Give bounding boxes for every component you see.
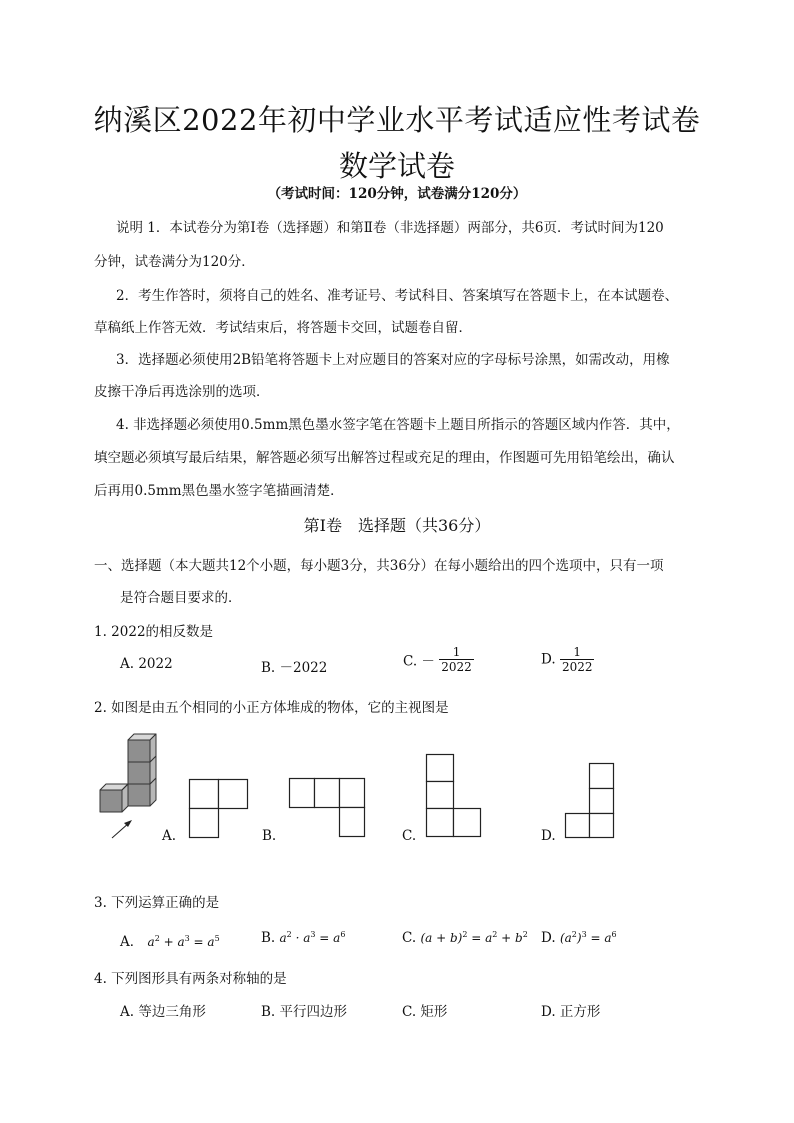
q2-option-d-label: D. — [541, 828, 556, 844]
q3-option-d-label: D. — [541, 930, 556, 946]
exam-title: 纳溪区2022年初中学业水平考试适应性考试卷 — [93, 103, 701, 137]
q1-option-c-denominator: 2022 — [441, 660, 472, 674]
q2-option-c-figure — [426, 754, 482, 838]
instruction-4-line-2: 填空题必须填写最后结果，解答题必须写出解答过程或充足的理由，作图题可先用铅笔绘出，确认 — [94, 450, 675, 466]
q1-option-d-label: D. — [541, 651, 556, 668]
q1-option-d-numerator: 1 — [560, 645, 595, 660]
q3-option-a-label: A． — [120, 934, 144, 950]
q3-option-c-label: C. — [402, 930, 417, 946]
q2-stem: 2. 如图是由五个相同的小正方体堆成的物体，它的主视图是 — [94, 700, 449, 716]
section-desc-line-2: 是符合题目要求的． — [120, 590, 242, 606]
q3-option-b-formula: $a^2 \cdot a^3 = a^6$ — [279, 930, 346, 945]
q2-option-c-label: C. — [402, 828, 417, 844]
q3-option-a — [120, 930, 220, 950]
q3-option-d — [541, 930, 617, 946]
q2-option-d-figure — [565, 763, 615, 839]
instruction-1-line-1: 说明 1．本试卷分为第Ⅰ卷（选择题）和第Ⅱ卷（非选择题）两部分，共6页．考试时间为120 — [116, 220, 664, 236]
q3-stem: 3. 下列运算正确的是 — [94, 895, 220, 911]
q1-option-d-fraction — [560, 645, 595, 674]
exam-subtitle: 数学试卷 — [338, 149, 455, 183]
instruction-2-line-1: 2．考生作答时，须将自己的姓名、准考证号、考试科目、答案填写在答题卡上，在本试题卷、 — [116, 288, 679, 304]
q2-option-a-label: A. — [162, 828, 177, 844]
q4-stem: 4. 下列图形具有两条对称轴的是 — [94, 971, 287, 987]
q3-option-b — [261, 930, 345, 946]
q3-option-c-formula: $(a + b)^2 = a^2 + b^2$ — [420, 930, 528, 945]
q3-option-c — [402, 930, 528, 946]
q3-option-d-formula: $(a^2)^3 = a^6$ — [559, 930, 617, 945]
view-direction-arrow — [112, 820, 132, 838]
q3-option-b-label: B. — [261, 930, 276, 946]
section-desc-line-1: 一、选择题（本大题共12个小题，每小题3分，共36分）在每小题给出的四个选项中，只有一项 — [94, 558, 664, 574]
q1-option-d-denominator: 2022 — [561, 660, 593, 674]
instruction-3-line-1: 3．选择题必须使用2B铅笔将答题卡上对应题目的答案对应的字母标号涂黑，如需改动，用橡 — [116, 352, 670, 368]
instruction-3-line-2: 皮擦干净后再选涂别的选项． — [94, 384, 270, 400]
q2-option-a-figure — [189, 779, 248, 838]
cube-column-top — [128, 734, 156, 762]
q4-option-b: B. 平行四边形 — [261, 1004, 348, 1020]
instruction-4-line-3: 后再用0.5mm黑色墨水签字笔描画清楚． — [94, 483, 344, 499]
q1-option-c-fraction — [439, 645, 474, 674]
q2-option-b-figure — [289, 778, 365, 838]
exam-info: （考试时间：120分钟，试卷满分120分） — [267, 186, 527, 202]
q1-option-c — [403, 645, 474, 674]
q1-option-b: B. －2022 — [261, 660, 328, 676]
q4-option-c: C. 矩形 — [402, 1004, 448, 1020]
q4-option-d: D. 正方形 — [541, 1004, 601, 1020]
section-title: 第Ⅰ卷 选择题（共36分） — [303, 516, 491, 535]
instruction-2-line-2: 草稿纸上作答无效．考试结束后，将答题卡交回，试题卷自留． — [94, 320, 472, 336]
instruction-1-line-2: 分钟，试卷满分为120分． — [94, 254, 255, 270]
q2-option-b-label: B. — [262, 828, 277, 844]
q1-option-c-label: C. － — [403, 653, 435, 670]
q4-option-a: A. 等边三角形 — [120, 1004, 206, 1020]
instruction-4-line-1: 4. 非选择题必须使用0.5mm黑色墨水签字笔在答题卡上题目所指示的答题区域内作答．其中， — [116, 417, 680, 433]
q3-option-a-formula: $a^2 + a^3 = a^5$ — [147, 934, 220, 949]
q1-option-a: A. 2022 — [120, 656, 173, 672]
q1-stem: 1. 2022的相反数是 — [94, 624, 214, 640]
q1-option-d — [541, 645, 594, 674]
cube-stack-figure — [96, 732, 164, 842]
q1-option-c-numerator: 1 — [439, 645, 474, 660]
